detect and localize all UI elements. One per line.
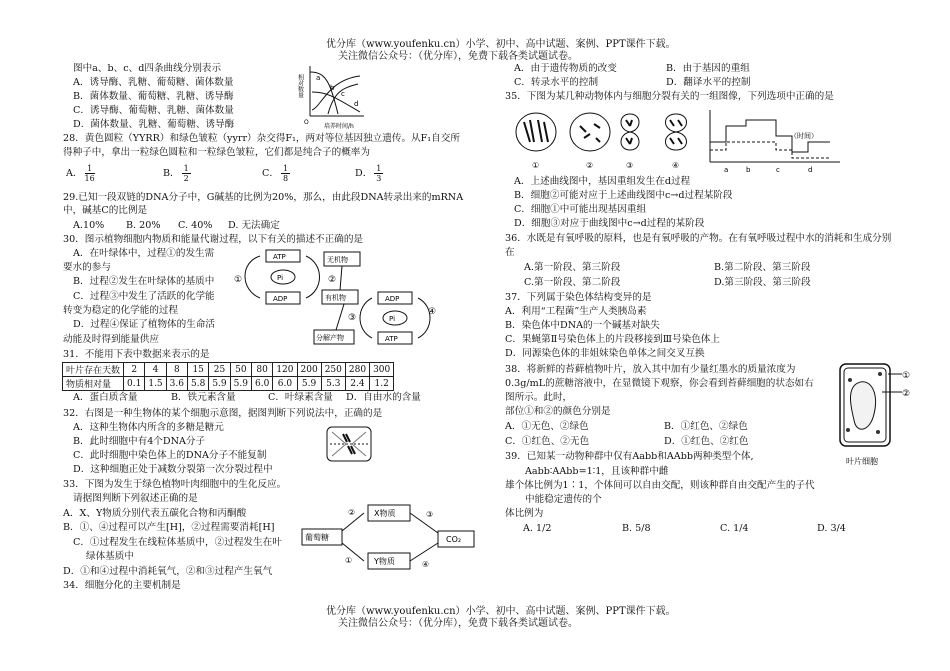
q35-tick-a: a [724,166,729,174]
q30-pi-right: Pi [389,315,396,323]
q30-option-d-2: 动能及时得到能量供应 [63,334,159,345]
q35-option-c: C．细胞①中可能出现基因重组 [514,204,647,215]
table-cell: 1.5 [145,377,166,391]
q29-option-a: A.10% [73,220,105,231]
q31-row2-label: 物质相对量 [63,377,124,391]
q34-option-d: D．翻译水平的控制 [666,77,751,88]
q33-reaction-diagram [298,503,488,575]
q31-data-table [62,362,394,391]
q32-option-d: D．这种细胞正处于减数分裂第一次分裂过程中 [73,464,273,475]
q30-marker-1: ① [234,275,243,285]
q34-option-a: A．由于遗传物质的改变 [514,63,617,74]
q39-option-a: A. 1/2 [523,523,552,534]
q27-option-c: C．诱导酶、葡萄糖、乳糖、菌体数量 [73,105,234,116]
q36-option-d: D.第三阶段、第三阶段 [714,277,811,288]
q30-option-c-2: 转变为稳定的化学能的过程 [63,305,179,316]
table-cell: 8 [166,363,187,377]
q30-energy-diagram [232,246,442,348]
q34-option-c: C．转录水平的控制 [514,77,599,88]
q32-cell-figure [326,426,372,462]
q37-option-b: B．染色体中DNA的一个碱基对缺失 [505,320,660,331]
q33-option-c-2: 绿体基质中 [86,551,134,562]
q28-option-c: C． $\frac{1}{8}$ [262,164,289,183]
q36-line-2: 在 [505,247,515,258]
q33-option-d: D．①和④过程中消耗氧气，②和③过程产生氧气 [63,566,273,577]
q30-option-b: B．过程②发生在叶绿体的基质中 [73,276,215,287]
q30-decomp: 分解产物 [316,334,344,342]
q30-atp-bottom: ATP [385,335,398,343]
q33-marker-2: ② [348,508,356,517]
q39-option-d: D. 3/4 [817,523,846,534]
q30-option-a-1: A．在叶绿体中，过程①的发生需 [73,248,215,259]
table-cell: 15 [188,363,209,377]
q39-option-b: B. 5/8 [622,523,651,534]
q38-option-a: A．①无色、②绿色 [505,421,589,432]
table-cell: 280 [345,363,369,377]
q31-stem: 31．不能用下表中数据来表示的是 [63,349,210,360]
q39-line-2: Aabb∶AAbb=1∶1，且该种群中雌 [525,466,669,477]
q28-line-1: 28．黄色圆粒（YYRR）和绿色皱粒（yyrr）杂交得F₁，两对等位基因独立遗传。从F₁自交所 [63,133,460,144]
table-cell: 200 [297,363,321,377]
table-cell: 3.6 [166,377,187,391]
q30-adp-top: ADP [273,295,288,303]
q29-option-b: B. 20% [126,220,161,231]
q30-option-d-1: D．过程④保证了植物体的生命活 [73,319,216,330]
q31-row1-label: 叶片存在天数 [63,363,124,377]
q35-option-b: B．细胞②可能对应于上述曲线图中c→d过程某阶段 [514,190,733,201]
table-cell: 25 [209,363,230,377]
q30-organic: 有机物 [325,294,346,302]
q28-option-a: A． $\frac{1}{16}$ [66,164,95,183]
q35-division-figure [514,106,844,174]
q27-label-a: a [316,74,321,82]
table-cell: 2.4 [345,377,369,391]
q36-option-a: A.第一阶段、第三阶段 [524,262,621,273]
q38-line-2: 0.3g/mL的蔗糖溶液中，在显微镜下观察，你会看到苔藓细胞的状态如右 [505,378,814,389]
header-line-2: 关注微信公众号：（优分库），免费下载各类试题试卷。 [338,51,578,62]
table-cell: 300 [370,363,394,377]
q27-label-d: d [354,100,359,108]
q27-label-b: b [330,84,335,92]
q33-option-a: A．X、Y物质分别代表五碳化合物和丙酮酸 [63,508,247,519]
q38-leaf-cell-figure [838,360,914,474]
q38-line-1: 38．将新鲜的苔藓植物叶片，放入其中加有少量红墨水的质量浓度为 [505,364,796,375]
footer-line-2: 关注微信公众号：（优分库），免费下载各类试题试卷。 [338,618,578,629]
q30-pi-left: Pi [277,274,284,282]
q35-stem: 35．下图为某几种动物体内与细胞分裂有关的一组图像，下列选项中正确的是 [505,91,834,102]
table-cell: 250 [321,363,345,377]
q38-marker-2: ② [902,389,911,399]
q32-stem: 32．右图是一种生物体的某个细胞示意图，据图判断下列说法中，正确的是 [63,408,383,419]
table-cell: 50 [230,363,251,377]
q30-adp-bottom: ADP [385,295,400,303]
q27-curve-d [312,92,360,112]
q35-cell-2: ② [586,161,594,170]
q27-xlabel: 培养时间/h [324,123,354,130]
q31-option-a: A．蛋白质含量 [73,392,138,403]
q38-line-4: 部位①和②的颜色分别是 [505,406,611,417]
table-cell: 80 [251,363,272,377]
q33-co2: CO₂ [446,535,462,544]
q36-option-b: B.第二阶段、第三阶段 [714,262,811,273]
table-cell: 2 [124,363,145,377]
q38-option-d: D．①红色、②红色 [664,436,749,447]
q33-option-b: B．①、④过程可以产生[H]，②过程需要消耗[H] [63,522,275,533]
q35-tick-b: b [746,166,751,174]
q33-stem-2: 请据图判断下列叙述正确的是 [73,493,198,504]
q29-option-d: D. 无法确定 [228,220,280,231]
q31-option-b: B．铁元素含量 [171,392,236,403]
q27-origin: O [304,119,309,126]
q27-ylabel: 相对数量 [296,74,304,98]
table-cell: 5.3 [321,377,345,391]
table-cell: 1.2 [370,377,394,391]
q28-option-d: D． $\frac{1}{3}$ [355,164,382,183]
table-cell: 5.9 [230,377,251,391]
q31-option-d: D．自由水的含量 [346,392,421,403]
table-cell: 0.1 [124,377,145,391]
q33-stem: 33．下图为发生于绿色植物叶肉细胞中的生化反应。 [63,479,287,490]
q35-cell-4: ④ [672,161,680,170]
q33-x: X物质 [374,509,396,518]
q27-stem: 图中a、b、c、d四条曲线分别表示 [73,63,222,74]
q27-label-c: c [341,90,345,98]
q32-option-b: B．此时细胞中有4个DNA分子 [73,436,206,447]
q33-glucose: 葡萄糖 [305,533,329,542]
q30-option-a-2: 要水的参与 [63,262,111,273]
q37-option-d: D．同源染色体的非姐妹染色单体之间交叉互换 [505,348,705,359]
header-line-1: 优分库（www.youfenku.cn）小学、初中、高中试题、案例、PPT课件下载。 [326,39,676,50]
table-cell: 5.8 [188,377,209,391]
q34-option-b: B．由于基因的重组 [666,63,750,74]
q30-marker-2: ② [328,275,337,285]
table-cell: 120 [273,363,297,377]
q27-option-a: A．诱导酶、乳糖、葡萄糖、菌体数量 [73,77,234,88]
q33-marker-1: ① [345,556,353,565]
q30-option-c-1: C．过程③中发生了活跃的化学能 [73,291,215,302]
q32-option-c: C．此时细胞中染色体上的DNA分子不能复制 [73,450,267,461]
table-row [63,363,394,377]
q30-atp-top: ATP [273,253,286,261]
q39-line-3: 雄个体比例为1∶1，个体间可以自由交配，则该种群自由交配产生的子代 [505,480,815,491]
q38-line-3: 图所示。此时， [505,392,573,403]
q28-line-2: 得种子中，拿出一粒绿色圆粒和一粒绿色皱粒，它们都是纯合子的概率为 [63,147,370,158]
q35-option-d: D．细胞③对应于曲线图中c→d过程的某阶段 [514,218,705,229]
q38-caption: 叶片细胞 [846,457,878,466]
q30-marker-3: ③ [348,313,357,323]
q29-line-2: 中，碱基C的比例是 [63,205,148,216]
footer-line-1: 优分库（www.youfenku.cn）小学、初中、高中试题、案例、PPT课件下载。 [326,606,676,617]
q37-option-c: C．果蝇第Ⅱ号染色体上的片段移接到Ⅲ号染色体上 [505,334,720,345]
q30-marker-4: ④ [428,307,437,317]
table-cell: 5.9 [297,377,321,391]
q36-option-c: C.第一阶段、第二阶段 [524,277,621,288]
q32-option-a: A．这种生物体内所含的多糖是糖元 [73,422,224,433]
table-cell: 4 [145,363,166,377]
q27-curve-figure [298,62,368,132]
table-row [63,377,394,391]
q33-y: Y物质 [374,557,395,566]
q31-option-c: C．叶绿素含量 [268,392,333,403]
q27-option-d: D．菌体数量、乳糖、葡萄糖、诱导酶 [73,119,235,130]
q35-cell-1: ① [532,161,540,170]
q30-inorganic: 无机物 [327,256,348,264]
q39-line-4: 中能稳定遗传的个 [525,494,602,505]
q37-stem: 37．下列属于染色体结构变异的是 [505,292,652,303]
q28-option-b: B． $\frac{1}{2}$ [163,164,189,183]
q38-option-c: C．①红色、②无色 [505,436,590,447]
q36-line-1: 36．水既是有氧呼吸的原料，也是有氧呼吸的产物。在有氧呼吸过程中水的消耗和生成分别 [505,233,892,244]
table-cell: 6.0 [273,377,297,391]
q37-option-a: A．利用“工程菌”生产人类胰岛素 [505,306,647,317]
q29-option-c: C. 40% [178,220,213,231]
q35-tick-c: c [776,166,780,174]
q39-line-1: 39．已知某一动物种群中仅有Aabb和AAbb两种类型个体, [505,451,754,462]
q27-option-b: B．菌体数量、葡萄糖、乳糖、诱导酶 [73,91,234,102]
q35-tick-d: d [808,166,813,174]
q35-option-a: A．上述曲线图中，基因重组发生在d过程 [514,176,691,187]
q29-line-1: 29.已知一段双链的DNA分子中，G碱基的比例为20%，那么，由此段DNA转录出来的mRNA [63,192,464,203]
q34-stem: 34．细胞分化的主要机制是 [63,580,181,591]
q30-stem: 30．图示植物细胞内物质和能量代谢过程，以下有关的描述不正确的是 [63,234,364,245]
q35-time-label: （时间） [790,132,818,140]
table-cell: 5.9 [209,377,230,391]
q35-cell-3: ③ [626,161,634,170]
q38-marker-1: ① [902,371,911,381]
q39-line-5: 体比例为 [505,508,544,519]
q38-option-b: B．①红色、②绿色 [664,421,748,432]
q33-option-c-1: C．①过程发生在线粒体基质中，②过程发生在叶 [73,537,282,548]
q39-option-c: C. 1/4 [720,523,749,534]
q33-marker-4: ④ [422,560,430,569]
q33-marker-3: ③ [426,510,434,519]
table-cell: 6.0 [251,377,272,391]
